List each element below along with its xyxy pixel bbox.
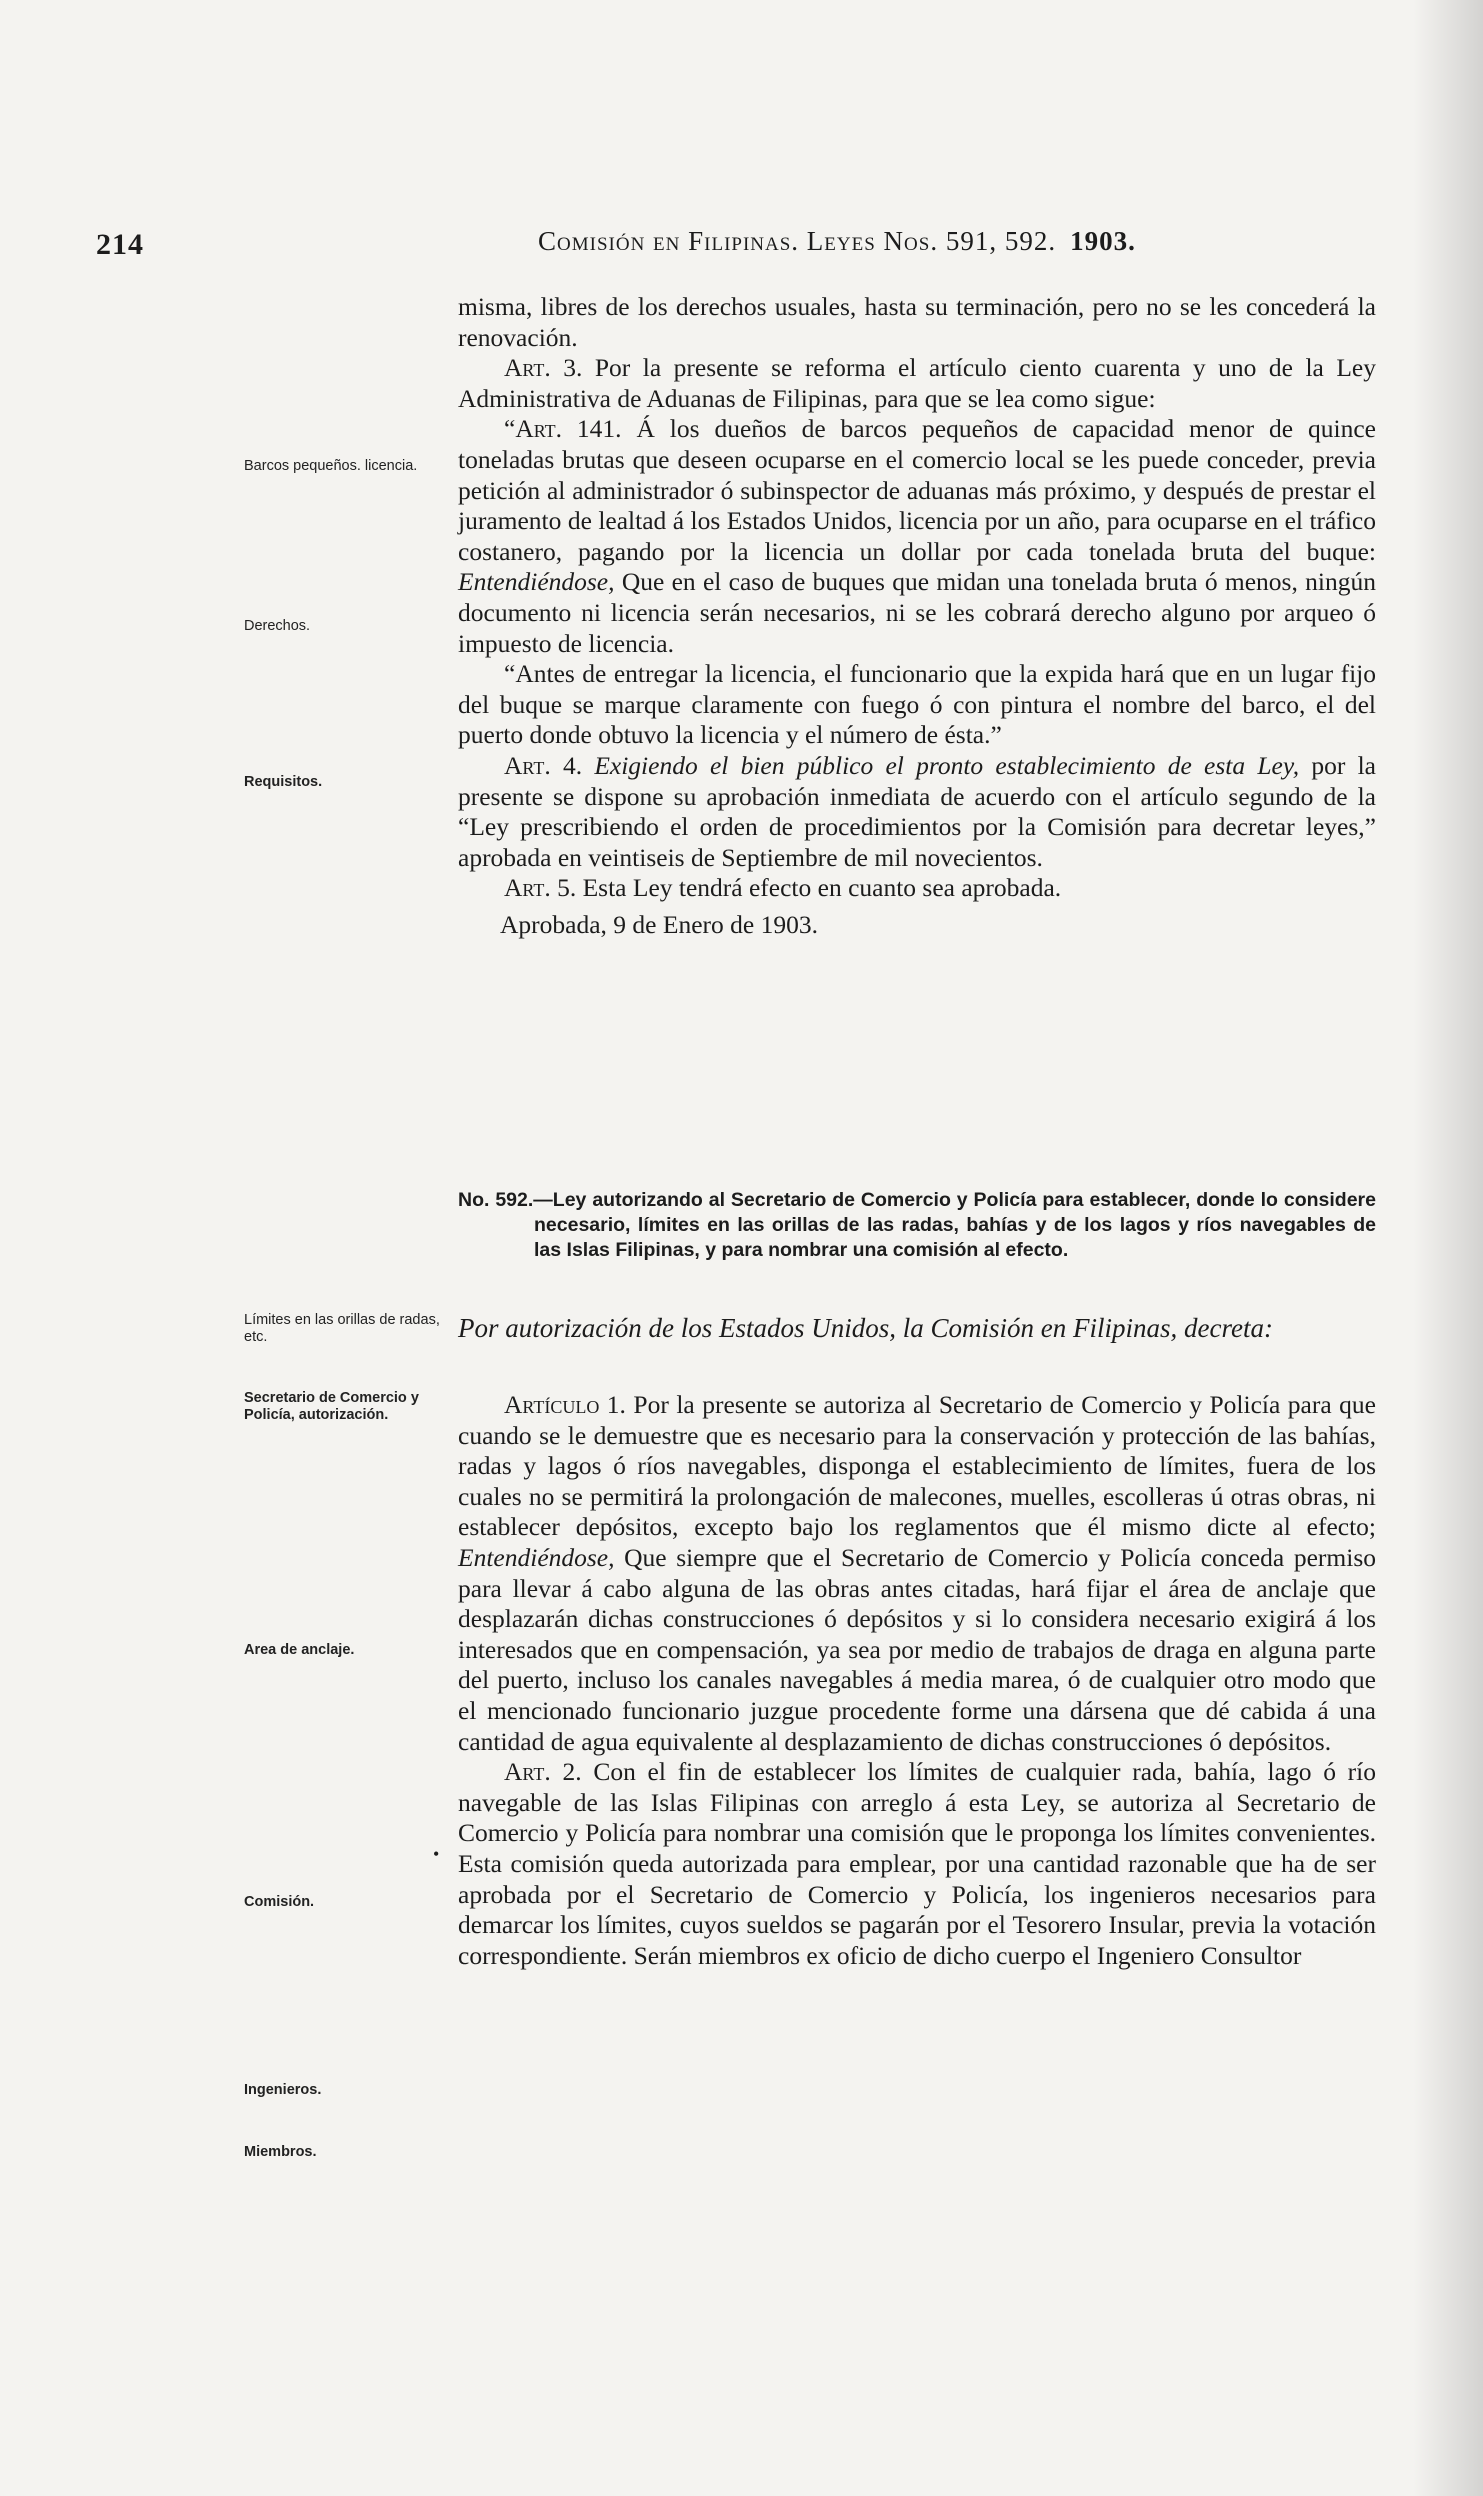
article-label: Art. 3. <box>504 353 583 383</box>
article-label: Art. 5. <box>504 873 577 903</box>
margin-note-barcos: Barcos pequeños. licencia. <box>244 458 418 474</box>
margin-note-area: Area de anclaje. <box>244 1642 355 1658</box>
law-title: —Ley autorizando al Secretario de Comercio y Policía para establecer, donde lo considere necesario, límites en las orillas de las radas, bahías y de los lagos y ríos navegables de las Islas Filipinas, y para nombrar una comisión al efecto. <box>533 1189 1376 1261</box>
running-head-year: 1903. <box>1070 226 1136 256</box>
emergency-clause: Exigiendo el bien público el pronto establecimiento de esta Ley, <box>594 750 1300 780</box>
enacting-clause: Por autorización de los Estados Unidos, la Comisión en Filipinas, decreta: <box>458 1313 1273 1343</box>
article-text: Que siempre que el Secretario de Comercio y Policía conceda permiso para llevar á cabo alguna de las obras antes citadas, hará fijar el área de anclaje que desplazarán dichas construcciones ó depósitos y si lo considera necesario exigirá á los interesados que en compensación, ya sea por medio de trabajos de draga en alguna parte del puerto, incluso los canales navegables á media marea, ó de cualquier otro modo que el mencionado funcionario juzgue procedente forme una dársena que dé cabida á una cantidad de agua equivalente al desplazamiento de dichas construcciones ó depósitos. <box>458 1542 1377 1756</box>
margin-note-requisitos: Requisitos. <box>244 774 323 790</box>
stray-mark: • <box>433 1844 440 1864</box>
margin-note-derechos: Derechos. <box>244 618 311 634</box>
margin-note-secretario: Secretario de Comercio y Policía, autorización. <box>244 1390 419 1423</box>
article-label: “Art. 141. <box>504 414 622 444</box>
paragraph-requisitos: “Antes de entregar la licencia, el funcionario que la expida hará que en un lugar fijo del buque se marque claramente con fuego ó con pintura el nombre del barco, el del puerto donde obtuvo la licencia y el número de ésta.” <box>458 659 1376 750</box>
law-592-heading <box>458 1188 1376 1263</box>
paragraph: misma, libres de los derechos usuales, hasta su terminación, pero no se les concederá la renovación. <box>458 292 1376 352</box>
paragraph-art-5 <box>458 873 1376 904</box>
paragraph-art-1 <box>458 1390 1376 1757</box>
margin-note-ingenieros: Ingenieros. <box>244 2082 322 2098</box>
law-592-body <box>458 1390 1376 1971</box>
margin-note-miembros: Miembros. <box>244 2144 317 2160</box>
paragraph-art-3 <box>458 353 1376 414</box>
page-edge-shadow <box>1413 0 1483 2496</box>
margin-note-comision: Comisión. <box>244 1894 315 1910</box>
paragraph-art-141 <box>458 414 1376 659</box>
article-text: Por la presente se reforma el artículo ciento cuarenta y uno de la Ley Administrativa de Aduanas de Filipinas, para que se lea como sigue: <box>458 353 1376 413</box>
approval-date: Aprobada, 9 de Enero de 1903. <box>500 909 818 939</box>
running-head-title: Comisión en Filipinas. Leyes Nos. 591, 592. <box>538 226 1057 256</box>
article-text: por la presente se dispone su aprobación inmediata de acuerdo con el artículo segundo de la “Ley prescribiendo el orden de procedimientos por la Comisión para decretar leyes,” aprobada en veintiseis de Septiembre de mil novecientos. <box>458 750 1376 872</box>
law-number: No. 592. <box>458 1189 534 1211</box>
article-label: Art. 2. <box>504 1757 582 1787</box>
paragraph-art-4 <box>458 751 1376 873</box>
proviso-label: Entendiéndose, <box>458 567 615 597</box>
article-text: Con el fin de establecer los límites de cualquier rada, bahía, lago ó río navegable de las Islas Filipinas con arreglo á esta Ley, se autoriza al Secretario de Comercio y Policía para nombrar una comisión que le proponga los límites convenientes. Esta comisión queda autorizada para emplear, por una cantidad razonable que ha de ser aprobada por el Secretario de Comercio y Policía, los ingenieros necesarios para demarcar los límites, cuyos sueldos se pagarán por el Tesorero Insular, previa la votación correspondiente. Serán miembros ex oficio de dicho cuerpo el Ingeniero Consultor <box>458 1757 1376 1970</box>
running-head <box>538 226 1318 257</box>
article-text: Esta Ley tendrá efecto en cuanto sea aprobada. <box>582 873 1062 903</box>
page-number: 214 <box>96 228 144 261</box>
proviso-label: Entendiéndose, <box>458 1542 615 1572</box>
article-label: Art. 4. <box>504 750 583 780</box>
paragraph-art-2 <box>458 1757 1376 1971</box>
article-text: Á los dueños de barcos pequeños de capacidad menor de quince toneladas brutas que deseen ocuparse en el comercio local se les puede conceder, previa petición al administrador ó subinspector de aduanas más próximo, y después de prestar el juramento de lealtad á los Estados Unidos, licencia por un año, para ocuparse en el tráfico costanero, pagando por la licencia un dollar por cada tonelada bruta del buque: <box>458 414 1377 566</box>
article-label: Artículo 1. <box>504 1390 626 1419</box>
margin-note-limites: Límites en las orillas de radas, etc. <box>244 1312 440 1345</box>
article-text: Que en el caso de buques que midan una tonelada bruta ó menos, ningún documento ni licencia serán necesarios, ni se les cobrará derecho alguno por arqueo ó impuesto de licencia. <box>458 567 1376 658</box>
law-591-body <box>458 292 1376 940</box>
article-text: Por la presente se autoriza al Secretario de Comercio y Policía para que cuando se le demuestre que es necesario para la conservación y protección de las bahías, radas y lagos ó ríos navegables, disponga el establecimiento de límites, fuera de los cuales no se permitirá la prolongación de malecones, muelles, escolleras ú otras obras, ni establecer depósitos, excepto bajo los reglamentos que él mismo dicte al efecto; <box>458 1390 1376 1542</box>
